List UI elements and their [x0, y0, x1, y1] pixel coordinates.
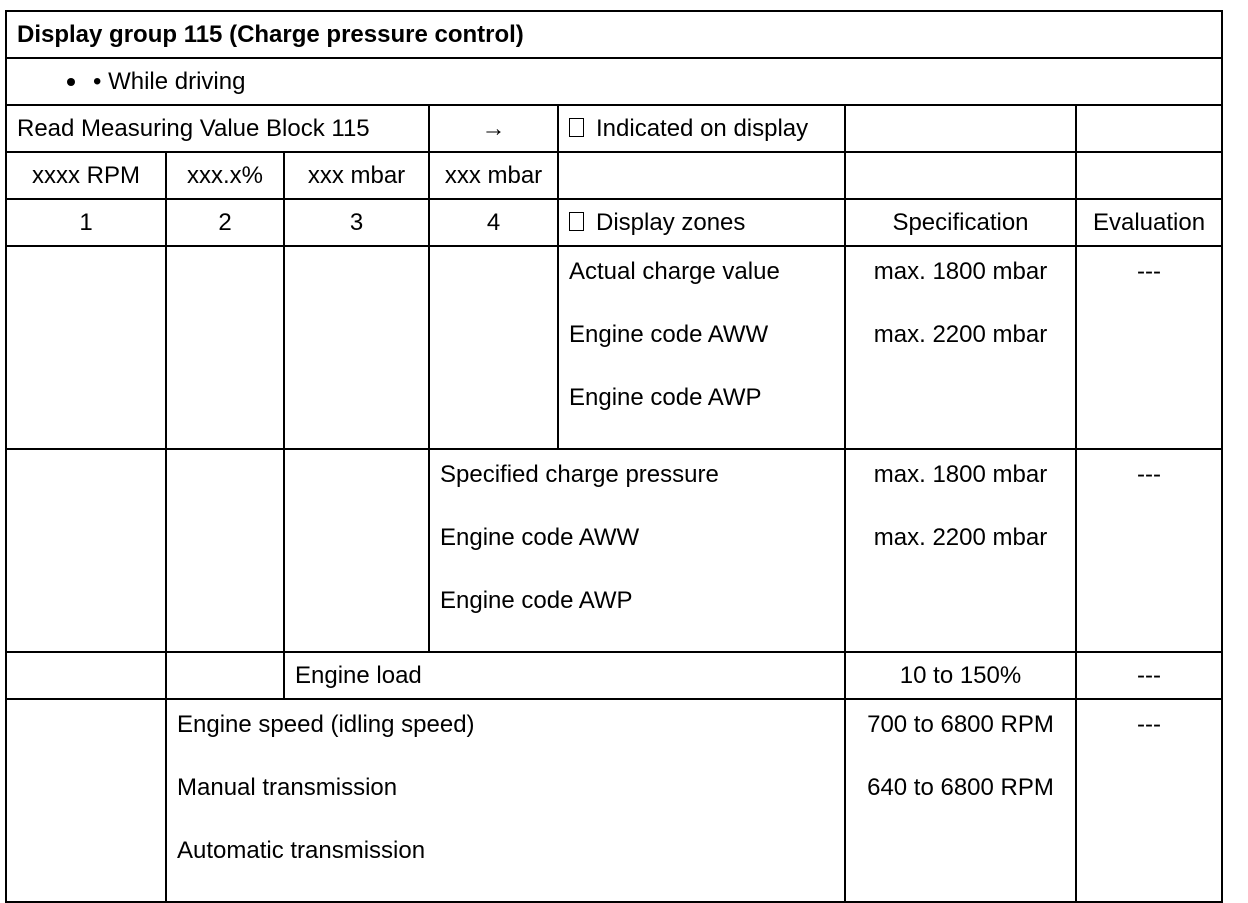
evaluation-cell: --- [1076, 449, 1222, 652]
display-zones-text: Display zones [596, 208, 746, 236]
field-number-3: 3 [284, 199, 429, 246]
display-zones-header [558, 199, 845, 246]
specification-header: Specification [845, 199, 1076, 246]
zone-line: Engine code AWP [440, 587, 633, 614]
evaluation-header: Evaluation [1076, 199, 1222, 246]
square-icon [569, 118, 584, 137]
empty-cell [166, 449, 284, 652]
empty-cell [845, 105, 1076, 152]
empty-cell [6, 699, 166, 902]
empty-cell [1076, 105, 1222, 152]
zone-line: Automatic transmission [177, 837, 426, 864]
spec-value: 640 to 6800 RPM [867, 774, 1054, 801]
indicated-on-display-cell [558, 105, 845, 152]
display-group-title: Display group 115 (Charge pressure control) [6, 11, 1222, 58]
specification-cell: 10 to 150% [845, 652, 1076, 699]
zone-line: Specified charge pressure [440, 461, 719, 488]
zone-line: Engine code AWW [440, 524, 640, 551]
spec-value: 700 to 6800 RPM [867, 711, 1054, 738]
actual-charge-value-zone [558, 246, 845, 449]
engine-speed-zone [166, 699, 845, 902]
unit-field-4: xxx mbar [429, 152, 558, 199]
unit-field-1: xxxx RPM [6, 152, 166, 199]
read-measuring-value-label: Read Measuring Value Block 115 [6, 105, 429, 152]
spec-value: max. 2200 mbar [873, 321, 1048, 348]
empty-cell [284, 246, 429, 449]
evaluation-cell: --- [1076, 652, 1222, 699]
empty-cell [284, 449, 429, 652]
empty-cell [845, 152, 1076, 199]
empty-cell [1076, 152, 1222, 199]
indicated-on-display-text: Indicated on display [596, 114, 809, 142]
bullet-icon [67, 78, 75, 86]
unit-field-2: xxx.x% [166, 152, 284, 199]
zone-line: Manual transmission [177, 774, 398, 801]
specification-cell [845, 449, 1076, 652]
empty-cell [558, 152, 845, 199]
condition-text: • While driving [93, 67, 246, 95]
field-number-1: 1 [6, 199, 166, 246]
condition-row [6, 58, 1222, 105]
evaluation-cell: --- [1076, 246, 1222, 449]
square-icon [569, 212, 584, 231]
empty-cell [6, 449, 166, 652]
evaluation-cell: --- [1076, 699, 1222, 902]
specification-cell [845, 699, 1076, 902]
spec-value: max. 1800 mbar [873, 461, 1048, 488]
specification-cell [845, 246, 1076, 449]
zone-line: Actual charge value [569, 258, 780, 285]
field-number-2: 2 [166, 199, 284, 246]
spec-value: max. 2200 mbar [873, 524, 1048, 551]
unit-field-3: xxx mbar [284, 152, 429, 199]
zone-line: Engine code AWW [569, 321, 769, 348]
engine-load-zone: Engine load [284, 652, 845, 699]
measuring-value-table [5, 10, 1223, 903]
zone-line: Engine speed (idling speed) [177, 711, 475, 738]
field-number-4: 4 [429, 199, 558, 246]
empty-cell [6, 246, 166, 449]
empty-cell [6, 652, 166, 699]
zone-line: Engine code AWP [569, 384, 762, 411]
empty-cell [166, 246, 284, 449]
empty-cell [429, 246, 558, 449]
spec-value: max. 1800 mbar [873, 258, 1048, 285]
specified-charge-pressure-zone [429, 449, 845, 652]
empty-cell [166, 652, 284, 699]
arrow-icon: → [429, 105, 558, 152]
